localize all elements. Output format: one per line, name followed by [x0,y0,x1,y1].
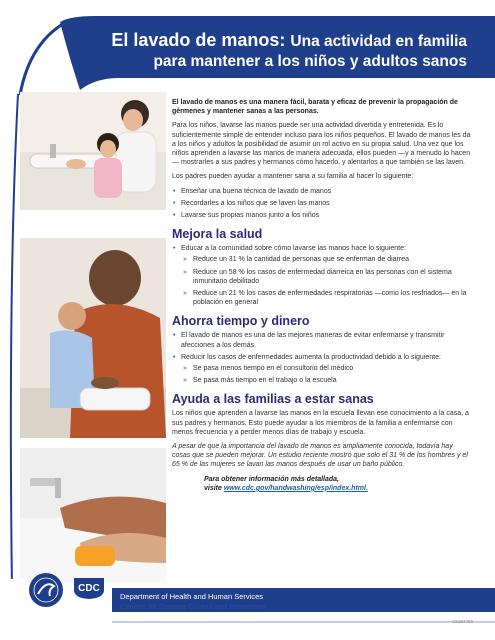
cdc-handwashing-link[interactable]: www.cdc.gov/handwashing/esp/index.html. [223,484,368,492]
intro-bullets [172,187,472,221]
dept-name: Department of Health and Human Services [120,592,263,601]
list-item [172,244,472,307]
list-item: » Reduce un 21 % los casos de enfermedades respiratorias —como los resfriados— en la población en general [181,289,472,307]
intro-paragraph-2: Los padres pueden ayudar a mantener sana a su familia al hacer lo siguiente: [172,173,414,181]
more-info-label: Para obtener información más detallada, [204,475,339,483]
health-sub-list [181,255,472,307]
agency-name: Centers for Disease Control and Prevention [120,602,266,611]
intro-lead: El lavado de manos es una manera fácil, barata y eficaz de prevenir la propagación de gérmenes y mantener sanas a las personas. [172,99,458,116]
cdc-logo [72,576,106,600]
list-item: • Recordarles a los niños que se laven las manos [172,199,472,208]
list-item: • Enseñar una buena técnica de lavado de manos [172,187,472,196]
section-heading-families: Ayuda a las familias a estar sanas [172,392,374,407]
intro-paragraph-1: Para los niños, lavarse las manos puede ser una actividad divertida y entretenida. Es lo suficientemente simple de entender incluso para los niños pequeños. El lavado de manos les da a los niños y adultos la posibilidad de asumir un rol activo en su propia salud. Una vez que los niños aprenden a lavarse las manos de manera adecuada, ellos pueden —y a menudo lo hacen— mostrarles a sus padres y hermanos cómo hacerlo, y alentarlos a que también se las laven. [172,122,471,167]
savings-sub-list [181,364,472,385]
list-item: • Lavarse sus propias manos junto a los niños [172,211,472,220]
page-title [111,30,467,72]
section-heading-savings: Ahorra tiempo y dinero [172,314,310,329]
photo-father-child [20,238,166,438]
photo-mother-daughter [20,92,166,210]
main-content [172,98,472,493]
list-item: » Se pasa menos tiempo en el consultorio del médico [181,364,472,373]
savings-bullets [172,331,472,385]
document-code: CS294790 [451,619,473,624]
cdc-logo-text: CDC [78,583,100,594]
families-paragraph: Los niños que aprenden a lavarse las manos en la escuela llevan ese conocimiento a la casa, a sus padres y hermanos. Esto puede ayudar a los miembros de la familia a enfermarse con menos frecuencia y a perder menos días de trabajo y escuela. [172,410,469,436]
title-main: El lavado de manos: [111,30,286,50]
list-item: » Reduce un 31 % la cantidad de personas que se enferman de diarrea [181,255,472,264]
title-rest: Una actividad en familia [290,33,467,50]
list-item [172,353,472,386]
hhs-seal-icon [28,572,64,608]
more-info [204,475,472,493]
health-bullet-text: Educar a la comunidad sobre cómo lavarse las manos hace lo siguiente: [181,245,406,253]
title-line2: para mantener a los niños y adultos sanos [153,53,467,70]
study-note: A pesar de que la importancia del lavado de manos es ampliamente conocida, todavía hay cosas que se pueden mejorar. Un estudio reciente mostró que solo el 31 % de los hombres y el 65 % de las mujeres se lavan las manos después de usar un baño público. [172,443,468,469]
more-info-visit: visite [204,484,222,492]
health-bullets [172,244,472,307]
list-item: » Reduce un 58 % los casos de enfermedad diarreica en las personas con el sistema inmunitario debilitado [181,268,472,286]
list-item: » Se pasa más tiempo en el trabajo o la escuela [181,376,472,385]
list-item: • El lavado de manos es una de las mejores maneras de evitar enfermarse y transmitir afecciones a los demás. [172,331,472,349]
section-heading-health: Mejora la salud [172,227,263,242]
savings-bullet-text: Reducir los casos de enfermedades aumenta la productividad debido a lo siguiente: [181,353,441,361]
